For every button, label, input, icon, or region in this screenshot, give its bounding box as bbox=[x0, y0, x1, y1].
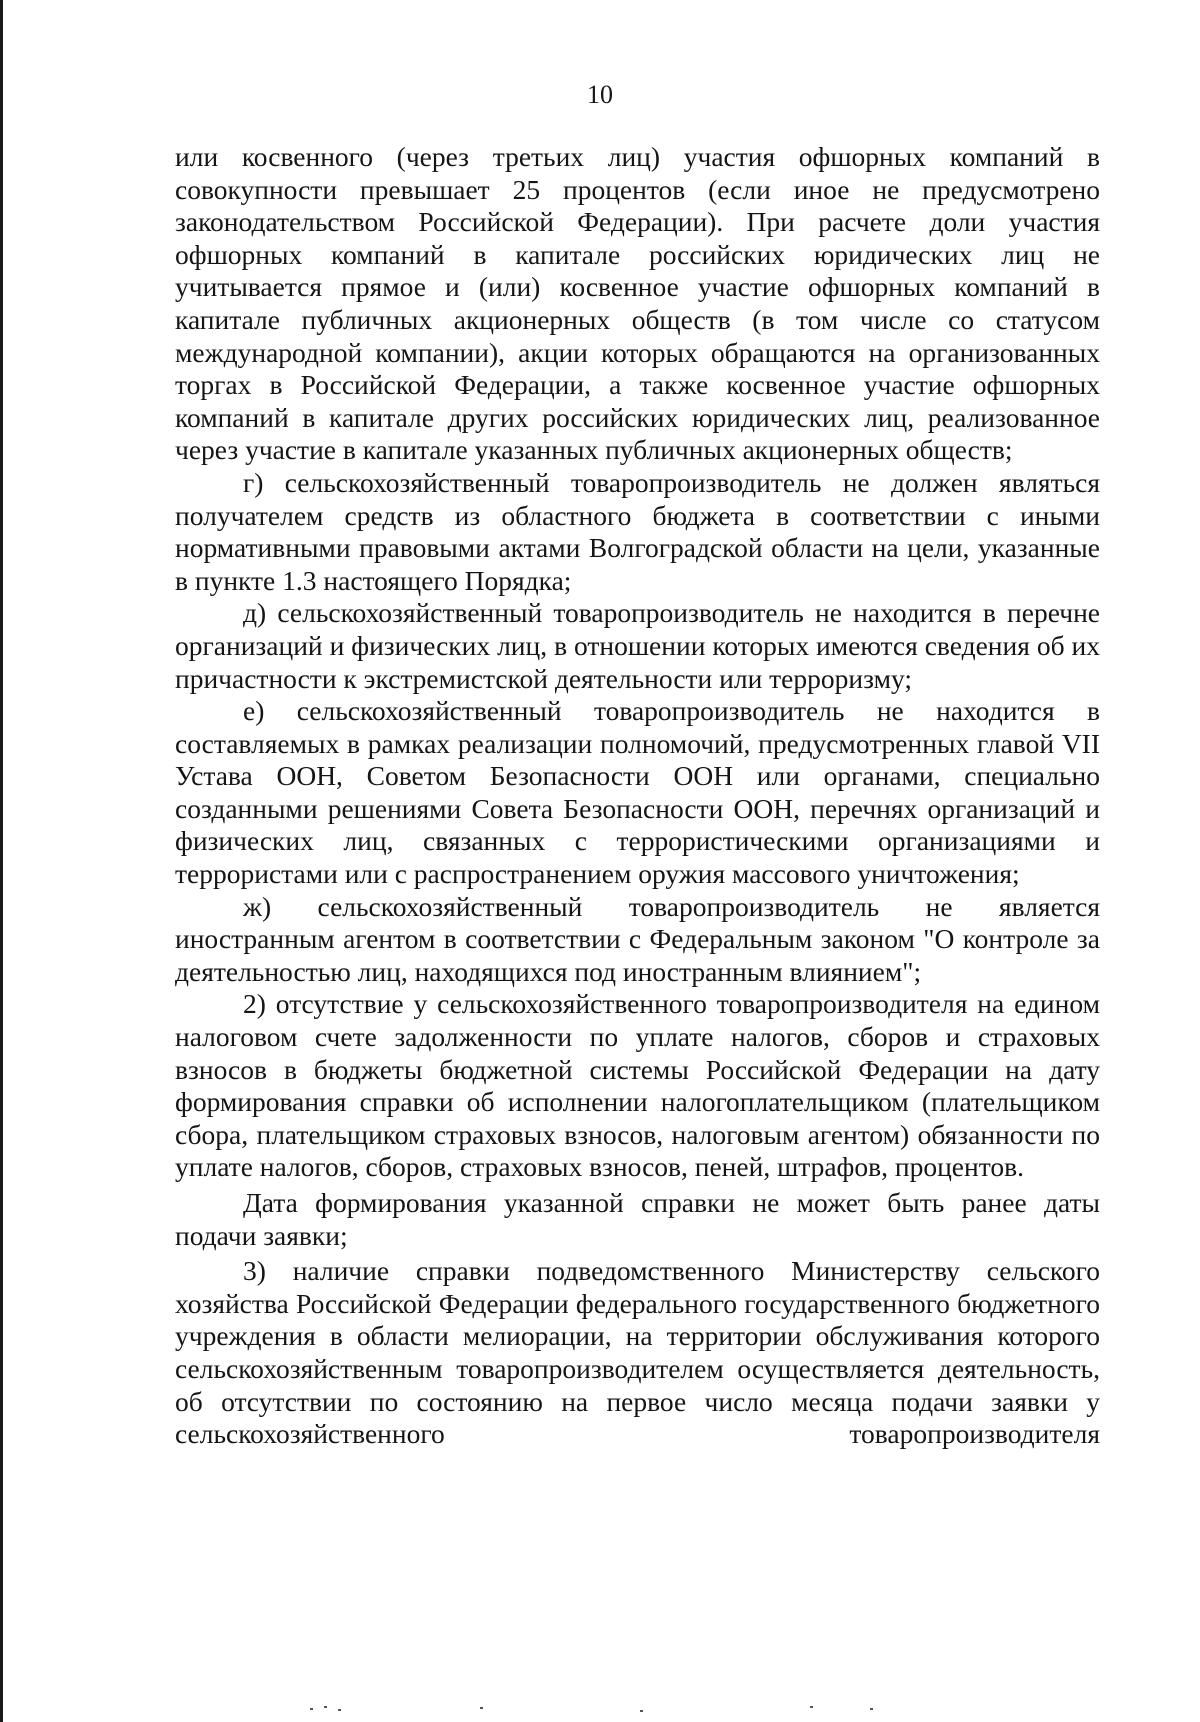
paragraph-item-d: д) сельскохозяйственный товаропроизводитель не находится в перечне организаций и физических лиц, в отношении которых имеются сведения об их причастности к экстремистской деятельности или терроризму; bbox=[175, 597, 1100, 694]
paragraph-item-zh: ж) сельскохозяйственный товаропроизводитель не является иностранным агентом в соответствии с Федеральным законом "О контроле за деятельностью лиц, находящихся под иностранным влиянием"; bbox=[175, 890, 1100, 987]
page-number: 10 bbox=[587, 80, 613, 109]
paragraph-item-2: 2) отсутствие у сельскохозяйственного товаропроизводителя на едином налоговом счете задолженности по уплате налогов, сборов и страховых взносов в бюджеты бюджетной системы Российской Федерации на дату формирования справки об исполнении налогоплательщиком (плательщиком сбора, плательщиком страховых взносов, налоговым агентом) обязанности по уплате налогов, сборов, страховых взносов, пеней, штрафов, процентов. bbox=[175, 988, 1100, 1183]
paragraph-offshore-participation: или косвенного (через третьих лиц) участия офшорных компаний в совокупности превышает 25 процентов (если иное не предусмотрено законодательством Российской Федерации). При расчете доли участия офшорных компаний в капитале российских юридических лиц не учитывается прямое и (или) косвенное участие офшорных компаний в капитале публичных акционерных обществ (в том числе со статусом международной компании), акции которых обращаются на организованных торгах в Российской Федерации, а также косвенное участие офшорных компаний в капитале других российских юридических лиц, реализованное через участие в капитале указанных публичных акционерных обществ; bbox=[175, 141, 1100, 466]
paragraph-item-e: е) сельскохозяйственный товаропроизводитель не находится в составляемых в рамках реализации полномочий, предусмотренных главой VII Устава ООН, Советом Безопасности ООН или органами, специально созданными решениями Совета Безопасности ООН, перечнях организаций и физических лиц, связанных с террористическими организациями и террористами или с распространением оружия массового уничтожения; bbox=[175, 695, 1100, 890]
scan-noise bbox=[310, 1705, 910, 1715]
paragraph-item-3: 3) наличие справки подведомственного Министерству сельского хозяйства Российской Федерации федерального государственного бюджетного учреждения в области мелиорации, на территории обслуживания которого сельскохозяйственным товаропроизводителем осуществляется деятельность, об отсутствии по состоянию на первое число месяца подачи заявки у сельскохозяйственного товаропроизводителя bbox=[175, 1255, 1100, 1450]
paragraph-reference-date: Дата формирования указанной справки не может быть ранее даты подачи заявки; bbox=[175, 1187, 1100, 1251]
document-body bbox=[175, 141, 1100, 1451]
scan-edge-shadow bbox=[0, 0, 3, 1722]
paragraph-item-g: г) сельскохозяйственный товаропроизводитель не должен являться получателем средств из областного бюджета в соответствии с иными нормативными правовыми актами Волгоградской области на цели, указанные в пункте 1.3 настоящего Порядка; bbox=[175, 466, 1100, 596]
